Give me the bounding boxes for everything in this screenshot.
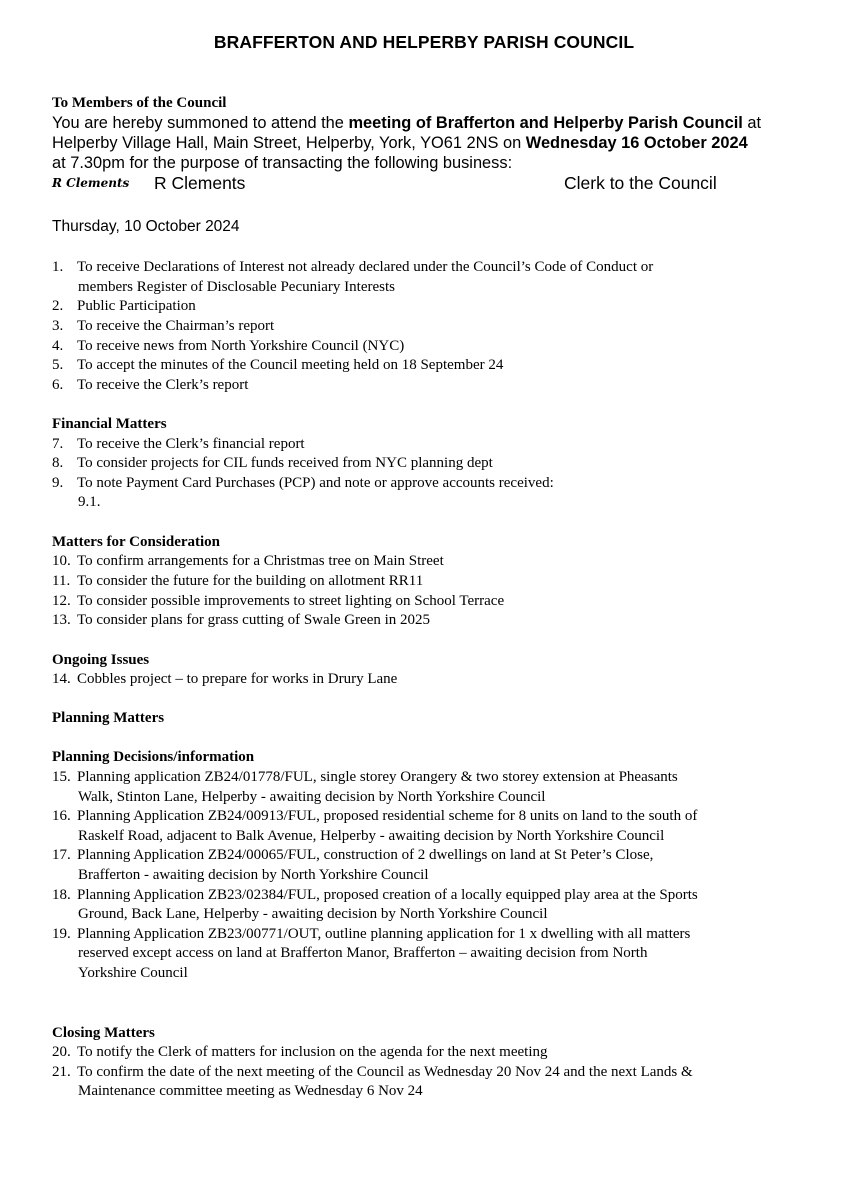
agenda-item-19-cont: Yorkshire Council <box>78 965 188 981</box>
agenda-item-8 <box>52 454 493 474</box>
item-number: 11. <box>52 573 71 589</box>
agenda-item-17-cont: Brafferton - awaiting decision by North Yorkshire Council <box>78 867 429 883</box>
item-number: 16. <box>52 808 71 824</box>
agenda-item-17 <box>52 846 653 866</box>
agenda-item-14 <box>52 670 397 690</box>
section-heading-financial: Financial Matters <box>52 416 167 432</box>
item-text: Planning Application ZB23/02384/FUL, proposed creation of a locally equipped play area at the Sports <box>77 887 698 903</box>
agenda-item-1-cont: members Register of Disclosable Pecuniary Interests <box>78 279 395 295</box>
item-text: To receive news from North Yorkshire Council (NYC) <box>77 338 405 354</box>
item-text: To consider plans for grass cutting of Swale Green in 2025 <box>77 612 431 628</box>
signatory-name: R Clements <box>154 173 246 193</box>
agenda-item-9-1: 9.1. <box>78 494 101 510</box>
item-number: 21. <box>52 1064 71 1080</box>
item-number: 4. <box>52 338 64 354</box>
item-text: To consider the future for the building on allotment RR11 <box>77 573 424 589</box>
agenda-item-1 <box>52 258 653 278</box>
item-text: Public Participation <box>77 298 196 314</box>
item-text: Planning Application ZB23/00771/OUT, outline planning application for 1 x dwelling with all matters <box>77 926 691 942</box>
agenda-item-10 <box>52 552 444 572</box>
document-title: BRAFFERTON AND HELPERBY PARISH COUNCIL <box>213 32 635 52</box>
item-text: To consider projects for CIL funds received from NYC planning dept <box>77 455 493 471</box>
section-heading-ongoing: Ongoing Issues <box>52 652 150 668</box>
item-number: 7. <box>52 436 64 452</box>
item-text: Planning application ZB24/01778/FUL, single storey Orangery & two storey extension at Pheasants <box>77 769 678 785</box>
section-heading-planning-matters: Planning Matters <box>52 710 165 726</box>
agenda-item-19 <box>52 925 690 945</box>
item-text: To consider possible improvements to street lighting on School Terrace <box>77 593 505 609</box>
agenda-item-3 <box>52 317 274 337</box>
handwritten-signature: R Clements <box>52 176 130 190</box>
agenda-item-16-cont: Raskelf Road, adjacent to Balk Avenue, Helperby - awaiting decision by North Yorkshire Council <box>78 828 665 844</box>
agenda-item-12 <box>52 592 504 612</box>
section-heading-consideration: Matters for Consideration <box>52 534 221 550</box>
item-text: To note Payment Card Purchases (PCP) and note or approve accounts received: <box>77 475 554 491</box>
item-number: 10. <box>52 553 71 569</box>
salutation: To Members of the Council <box>52 95 227 111</box>
item-text: Cobbles project – to prepare for works in Drury Lane <box>77 671 398 687</box>
agenda-item-19-cont: reserved except access on land at Brafferton Manor, Brafferton – awaiting decision from North <box>78 945 648 961</box>
agenda-item-9 <box>52 474 554 494</box>
agenda-item-18 <box>52 886 698 906</box>
signatory-role: Clerk to the Council <box>564 173 717 193</box>
document-date: Thursday, 10 October 2024 <box>52 218 240 235</box>
agenda-item-18-cont: Ground, Back Lane, Helperby - awaiting decision by North Yorkshire Council <box>78 906 548 922</box>
meeting-date: Wednesday 16 October 2024 <box>525 134 748 152</box>
item-text: Planning Application ZB24/00065/FUL, construction of 2 dwellings on land at St Peter’s Close, <box>77 847 654 863</box>
section-heading-planning-decisions: Planning Decisions/information <box>52 749 255 765</box>
agenda-item-5 <box>52 356 503 376</box>
summons-line-2 <box>52 134 748 154</box>
agenda-item-6 <box>52 376 248 396</box>
agenda-item-13 <box>52 611 430 631</box>
agenda-item-20 <box>52 1043 548 1063</box>
item-number: 3. <box>52 318 64 334</box>
item-text: To accept the minutes of the Council meeting held on 18 September 24 <box>77 357 504 373</box>
meeting-name: meeting of Brafferton and Helperby Parish Council <box>348 114 743 132</box>
agenda-item-21-cont: Maintenance committee meeting as Wednesday 6 Nov 24 <box>78 1083 423 1099</box>
summons-line-3: at 7.30pm for the purpose of transacting the following business: <box>52 154 513 172</box>
item-text: To confirm the date of the next meeting of the Council as Wednesday 20 Nov 24 and the next Lands & <box>77 1064 693 1080</box>
item-number: 15. <box>52 769 71 785</box>
agenda-item-11 <box>52 572 423 592</box>
meeting-venue: Helperby Village Hall, Main Street, Helperby, York, YO61 2NS on <box>52 134 526 152</box>
item-number: 5. <box>52 357 64 373</box>
section-heading-closing: Closing Matters <box>52 1025 155 1041</box>
item-number: 12. <box>52 593 71 609</box>
item-number: 2. <box>52 298 64 314</box>
summons-text: You are hereby summoned to attend the <box>52 114 349 132</box>
agenda-item-4 <box>52 337 404 357</box>
item-number: 8. <box>52 455 64 471</box>
summons-line-1 <box>52 114 761 134</box>
agenda-item-16 <box>52 807 697 827</box>
item-number: 17. <box>52 847 71 863</box>
item-number: 9. <box>52 475 64 491</box>
item-text: To receive the Clerk’s financial report <box>77 436 305 452</box>
item-number: 14. <box>52 671 71 687</box>
agenda-item-2 <box>52 297 196 317</box>
item-number: 1. <box>52 259 64 275</box>
item-text: To confirm arrangements for a Christmas tree on Main Street <box>77 553 444 569</box>
item-text: Planning Application ZB24/00913/FUL, proposed residential scheme for 8 units on land to the south of <box>77 808 698 824</box>
item-text: To receive the Clerk’s report <box>77 377 249 393</box>
item-number: 13. <box>52 612 71 628</box>
item-text: To receive Declarations of Interest not already declared under the Council’s Code of Conduct or <box>77 259 654 275</box>
item-number: 18. <box>52 887 71 903</box>
summons-text: at <box>742 114 762 132</box>
agenda-item-7 <box>52 435 305 455</box>
item-number: 6. <box>52 377 64 393</box>
agenda-item-15-cont: Walk, Stinton Lane, Helperby - awaiting decision by North Yorkshire Council <box>78 789 546 805</box>
item-text: To notify the Clerk of matters for inclusion on the agenda for the next meeting <box>77 1044 548 1060</box>
item-number: 20. <box>52 1044 71 1060</box>
item-text: To receive the Chairman’s report <box>77 318 275 334</box>
item-number: 19. <box>52 926 71 942</box>
agenda-item-21 <box>52 1063 693 1083</box>
agenda-item-15 <box>52 768 678 788</box>
